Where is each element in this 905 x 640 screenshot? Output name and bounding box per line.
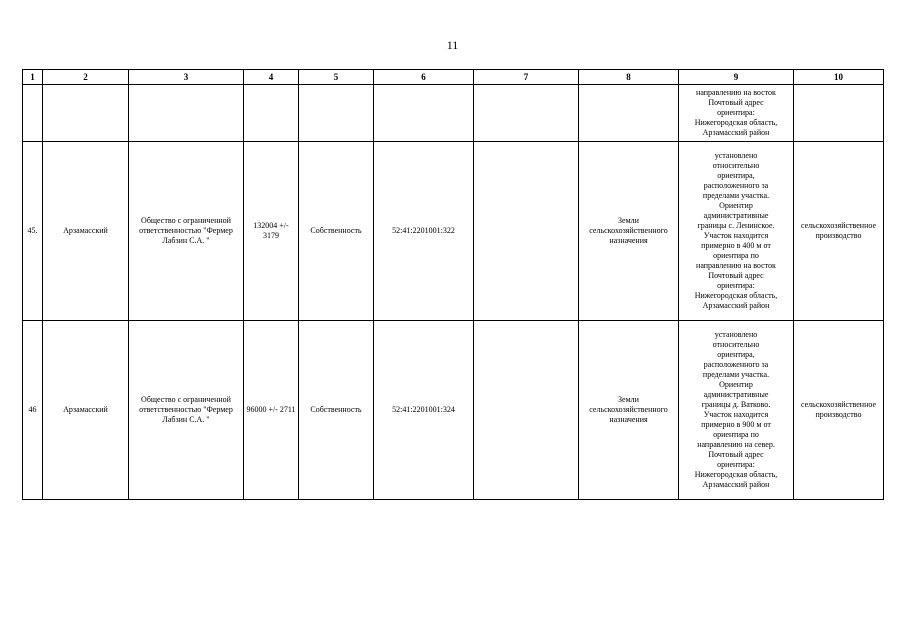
location-line: Почтовый адрес (708, 271, 764, 280)
location-line: направлению на восток (696, 88, 776, 97)
cadastral-number-cell: 52:41:2201001:322 (374, 142, 474, 321)
location-line: Ориентир (719, 201, 753, 210)
location-line: установлено (714, 151, 758, 160)
location-line: относительно (712, 161, 760, 170)
land-category-cell: Земли сельскохозяйственного назначения (579, 142, 679, 321)
owner-cell: Общество с ограниченной ответственностью "Фермер Лабзин С.А. " (129, 321, 244, 500)
location-line: Нижегородская область, (694, 118, 778, 127)
district-cell: Арзамасский (43, 321, 129, 500)
location-line: ориентира по (713, 251, 759, 260)
location-line: административные (703, 211, 769, 220)
location-line: Арзамасский район (702, 128, 770, 137)
location-line: Нижегородская область, (694, 291, 778, 300)
area-cell: 96000 +/- 2711 (244, 321, 299, 500)
column-header: 4 (244, 70, 299, 85)
row-number: 46 (23, 321, 43, 500)
location-line: пределами участка. (702, 191, 770, 200)
permitted-use-cell: сельскохозяйственное производство (794, 321, 884, 500)
location-line: расположенного за (703, 181, 769, 190)
table-row (23, 142, 884, 321)
location-line: ориентира, (717, 171, 755, 180)
location-line: ориентира: (717, 460, 755, 469)
location-line: Арзамасский район (702, 480, 770, 489)
location-line: Почтовый адрес (708, 98, 764, 107)
land-registry-table (22, 69, 884, 500)
district-cell: Арзамасский (43, 142, 129, 321)
location-cell (679, 321, 794, 500)
location-line: направлению на север. (697, 440, 775, 449)
column-header: 1 (23, 70, 43, 85)
location-line: примерно в 400 м от (701, 241, 771, 250)
table-cell (474, 85, 579, 142)
location-line: ориентира по (713, 430, 759, 439)
location-line: установлено (714, 330, 758, 339)
table-header-row (23, 70, 884, 85)
table-cell (43, 85, 129, 142)
area-cell: 132004 +/- 3179 (244, 142, 299, 321)
location-line: расположенного за (703, 360, 769, 369)
location-line: границы д. Ватково. (701, 400, 771, 409)
location-line: пределами участка. (702, 370, 770, 379)
table-cell (579, 85, 679, 142)
column-header: 9 (679, 70, 794, 85)
cadastral-number-cell: 52:41:2201001:324 (374, 321, 474, 500)
table-cell (129, 85, 244, 142)
table-row-continuation (23, 85, 884, 142)
location-line: Арзамасский район (702, 301, 770, 310)
location-line: Участок находится (703, 231, 769, 240)
row-number: 45. (23, 142, 43, 321)
column-header: 3 (129, 70, 244, 85)
location-cell (679, 142, 794, 321)
column-header: 5 (299, 70, 374, 85)
table-cell (244, 85, 299, 142)
table-cell (474, 142, 579, 321)
right-type-cell: Собственность (299, 142, 374, 321)
table-cell (474, 321, 579, 500)
location-line: ориентира: (717, 281, 755, 290)
table-cell (299, 85, 374, 142)
permitted-use-cell: сельскохозяйственное производство (794, 142, 884, 321)
table-row (23, 321, 884, 500)
land-category-cell: Земли сельскохозяйственного назначения (579, 321, 679, 500)
column-header: 10 (794, 70, 884, 85)
column-header: 8 (579, 70, 679, 85)
location-cell (679, 85, 794, 142)
location-line: административные (703, 390, 769, 399)
location-line: ориентира: (717, 108, 755, 117)
column-header: 7 (474, 70, 579, 85)
location-line: Ориентир (719, 380, 753, 389)
location-line: относительно (712, 340, 760, 349)
location-line: границы с. Ленинское. (697, 221, 775, 230)
location-line: Почтовый адрес (708, 450, 764, 459)
table-cell (23, 85, 43, 142)
location-line: примерно в 900 м от (701, 420, 771, 429)
location-line: направлению на восток (696, 261, 776, 270)
location-line: Участок находится (703, 410, 769, 419)
column-header: 6 (374, 70, 474, 85)
owner-cell: Общество с ограниченной ответственностью "Фермер Лабзин С.А. " (129, 142, 244, 321)
page-number: 11 (446, 38, 459, 52)
location-line: ориентира, (717, 350, 755, 359)
table-cell (794, 85, 884, 142)
location-line: Нижегородская область, (694, 470, 778, 479)
table-cell (374, 85, 474, 142)
right-type-cell: Собственность (299, 321, 374, 500)
column-header: 2 (43, 70, 129, 85)
